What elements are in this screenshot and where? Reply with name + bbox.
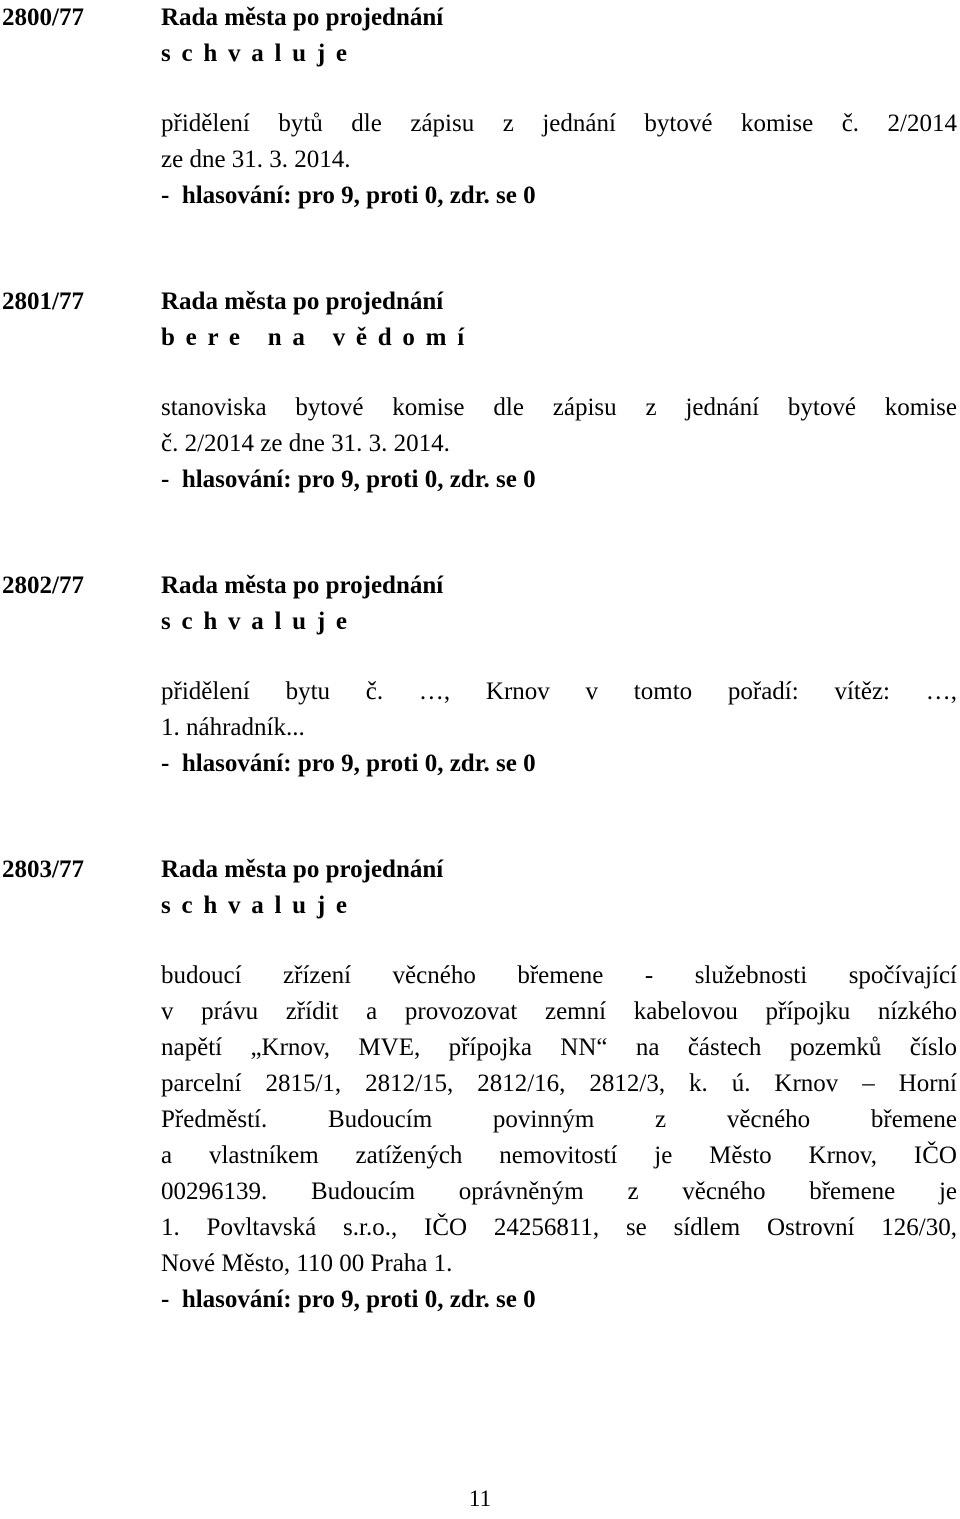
vote-result: - hlasování: pro 9, proti 0, zdr. se 0 xyxy=(161,466,536,493)
text-line: 1. náhradník... xyxy=(161,714,305,741)
resolution-heading: Rada města po projednání xyxy=(161,4,444,31)
resolution-number: 2800/77 xyxy=(2,4,84,31)
text-line: parcelní 2815/1, 2812/15, 2812/16, 2812/3, k. ú. Krnov – Horní xyxy=(161,1070,957,1097)
resolution-heading: Rada města po projednání xyxy=(161,856,444,883)
text-line: v právu zřídit a provozovat zemní kabelovou přípojku nízkého xyxy=(161,998,957,1025)
text-line: 1. Povltavská s.r.o., IČO 24256811, se sídlem Ostrovní 126/30, xyxy=(161,1214,957,1241)
text-line: ze dne 31. 3. 2014. xyxy=(161,146,351,173)
page-number: 11 xyxy=(468,1486,492,1511)
text-line: budoucí zřízení věcného břemene - služebnosti spočívající xyxy=(161,962,957,989)
resolution-text xyxy=(161,390,957,462)
text-line: přidělení bytů dle zápisu z jednání bytové komise č. 2/2014 xyxy=(161,110,957,137)
vote-result: - hlasování: pro 9, proti 0, zdr. se 0 xyxy=(161,1286,536,1313)
resolution-verb: schvaluje xyxy=(161,608,358,635)
resolution-number: 2801/77 xyxy=(2,288,84,315)
resolution-verb: schvaluje xyxy=(161,892,358,919)
text-line: napětí „Krnov, MVE, přípojka NN“ na částech pozemků číslo xyxy=(161,1034,957,1061)
resolution-number: 2803/77 xyxy=(2,856,84,883)
resolution-heading: Rada města po projednání xyxy=(161,572,444,599)
resolution-heading: Rada města po projednání xyxy=(161,288,444,315)
vote-result: - hlasování: pro 9, proti 0, zdr. se 0 xyxy=(161,182,536,209)
text-line: přidělení bytu č. …, Krnov v tomto pořadí: vítěz: …, xyxy=(161,678,957,705)
text-line: č. 2/2014 ze dne 31. 3. 2014. xyxy=(161,430,450,457)
resolution-verb: schvaluje xyxy=(161,40,358,67)
resolution-content xyxy=(161,284,957,498)
resolution-text xyxy=(161,106,957,178)
text-line: a vlastníkem zatížených nemovitostí je Město Krnov, IČO xyxy=(161,1142,957,1169)
text-line: stanoviska bytové komise dle zápisu z jednání bytové komise xyxy=(161,394,957,421)
vote-result: - hlasování: pro 9, proti 0, zdr. se 0 xyxy=(161,750,536,777)
resolution-content xyxy=(161,852,957,1318)
resolution-text xyxy=(161,958,957,1282)
resolution-number: 2802/77 xyxy=(2,572,84,599)
resolution-content xyxy=(161,568,957,782)
text-line: Předměstí. Budoucím povinným z věcného břemene xyxy=(161,1106,957,1133)
resolution-content xyxy=(161,0,957,214)
text-line: 00296139. Budoucím oprávněným z věcného břemene je xyxy=(161,1178,957,1205)
text-line: Nové Město, 110 00 Praha 1. xyxy=(161,1250,453,1277)
resolution-text xyxy=(161,674,957,746)
resolution-verb: bere na vědomí xyxy=(161,324,475,351)
